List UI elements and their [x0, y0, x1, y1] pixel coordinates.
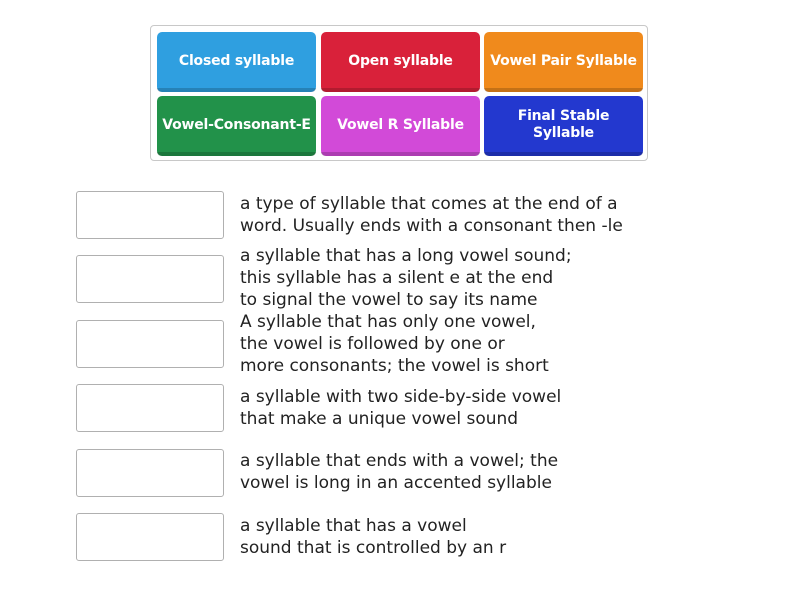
definition-text-4: a syllable with two side-by-side vowel that make a unique vowel sound — [240, 387, 562, 429]
definition-text-2: a syllable that has a long vowel sound; this syllable has a silent e at the end to signal the vowel to say its name — [240, 246, 572, 310]
tile-label: Final Stable Syllable — [517, 108, 610, 141]
definition-text-1: a type of syllable that comes at the end of a word. Usually ends with a consonant then -le — [240, 194, 623, 236]
tile-label: Vowel R Syllable — [337, 116, 464, 133]
tile-label: Closed syllable — [178, 52, 295, 69]
drop-zone-1[interactable] — [76, 191, 224, 239]
tile-vowel-pair-syllable[interactable] — [484, 32, 643, 92]
drop-zone-4[interactable] — [76, 384, 224, 432]
definition-text-5: a syllable that ends with a vowel; the vowel is long in an accented syllable — [240, 451, 559, 493]
drop-zone-5[interactable] — [76, 449, 224, 497]
tile-label: Open syllable — [348, 52, 453, 69]
tile-vowel-consonant-e[interactable] — [157, 96, 316, 156]
tile-vowel-r-syllable[interactable] — [321, 96, 480, 156]
tile-closed-syllable[interactable] — [157, 32, 316, 92]
tile-label: Vowel-Consonant-E — [162, 116, 311, 133]
definition-text-3: A syllable that has only one vowel, the vowel is followed by one or more consonants; the vowel is short — [240, 312, 549, 376]
tile-label: Vowel Pair Syllable — [490, 52, 637, 69]
tile-final-stable-syllable[interactable] — [484, 96, 643, 156]
drop-zone-2[interactable] — [76, 255, 224, 303]
drop-zone-3[interactable] — [76, 320, 224, 368]
drop-zone-6[interactable] — [76, 513, 224, 561]
tile-open-syllable[interactable] — [321, 32, 480, 92]
definition-text-6: a syllable that has a vowel sound that is controlled by an r — [240, 516, 507, 558]
answer-tile-panel — [150, 25, 648, 161]
